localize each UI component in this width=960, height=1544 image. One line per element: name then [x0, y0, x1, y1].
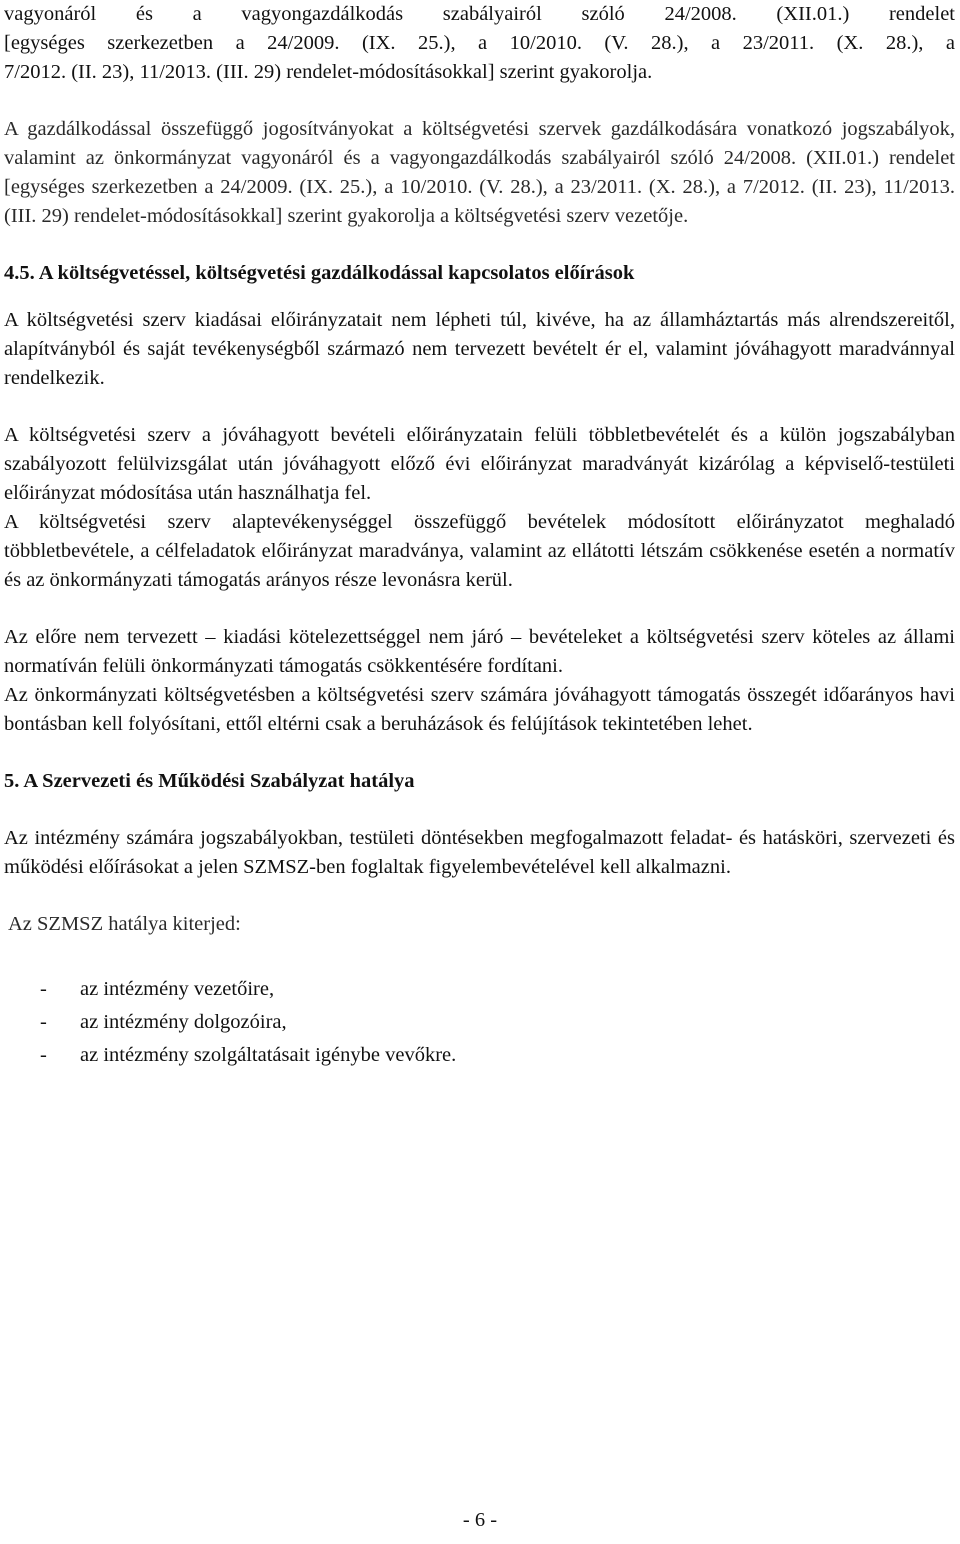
- paragraph-elore-nem-tervezett: Az előre nem tervezett – kiadási kötelezettséggel nem járó – bevételeket a költségvetési szerv köteles az állami normatíván felüli önkormányzati támogatás csökkentésére fordítani.: [4, 626, 955, 677]
- paragraph-intro-line-2: [egységes szerkezetben a 24/2009. (IX. 25.), a 10/2010. (V. 28.), a 23/2011. (X. 28.), a: [4, 32, 955, 54]
- paragraph-gazdalkodas-jogositvanyok: A gazdálkodással összefüggő jogosítványokat a költségvetési szervek gazdálkodására vonatkozó jogszabályok, valamint az önkormányzat vagyonáról és a vagyongazdálkodás szabályairól szóló 24/2008. (XII.01.) rendelet [egységes szerkezetben a 24/2009. (IX. 25.), a 10/2010. (V. 28.), a 23/2011. (X. 28.), a 7/2012. (II. 23), 11/2013. (III. 29) rendelet-módosításokkal] szerint gyakorolja a költségvetési szerv vezetője.: [4, 118, 955, 227]
- list-item: [4, 1006, 955, 1039]
- paragraph-szmsz-hataly: Az SZMSZ hatálya kiterjed:: [8, 913, 241, 935]
- section-heading-4-5: 4.5. A költségvetéssel, költségvetési gazdálkodással kapcsolatos előírások: [4, 262, 635, 284]
- paragraph-tobbletbevetel: A költségvetési szerv a jóváhagyott bevételi előirányzatain felüli többletbevételét és a külön jogszabályban szabályozott felülvizsgálat után jóváhagyott előző évi előirányzat maradványát kizárólag a képviselő-testületi előirányzat módosítása után használhatja fel.: [4, 424, 955, 504]
- list-item: [4, 1039, 955, 1072]
- paragraph-intro-line-3: 7/2012. (II. 23), 11/2013. (III. 29) rendelet-módosításokkal] szerint gyakorolja.: [4, 61, 653, 83]
- list-item-text: az intézmény vezetőire,: [80, 978, 275, 1000]
- scope-list: [4, 973, 955, 1072]
- paragraph-tamogatas-folyositas: Az önkormányzati költségvetésben a költségvetési szerv számára jóváhagyott támogatás összegét időarányos havi bontásban kell folyósítani, ettől eltérni csak a beruházások és felújítások tekintetében lehet.: [4, 684, 955, 735]
- list-bullet: -: [40, 1011, 47, 1033]
- list-bullet: -: [40, 978, 47, 1000]
- paragraph-kiadasi-eloiranyzatok: A költségvetési szerv kiadásai előirányzatait nem lépheti túl, kivéve, ha az államháztartás más alrendszereitől, alapítványból és saját tevékenységből származó nem tervezett bevételt ér el, valamint jóváhagyott maradvánnyal rendelkezik.: [4, 309, 955, 389]
- document-body: [4, 0, 955, 1072]
- paragraph-szmsz-alkalmazas: Az intézmény számára jogszabályokban, testületi döntésekben megfogalmazott feladat- és hatásköri, szervezeti és működési előírásokat a jelen SZMSZ-ben foglaltak figyelembevételével kell alkalmazni.: [4, 827, 955, 878]
- paragraph-alaptevekenyseg: A költségvetési szerv alaptevékenységgel összefüggő bevételek módosított előirányzatot meghaladó többletbevétele, a célfeladatok előirányzat maradványa, valamint az ellátotti létszám csökkenése esetén a normatív és az önkormányzati támogatás arányos része levonásra kerül.: [4, 511, 955, 591]
- list-bullet: -: [40, 1044, 47, 1066]
- section-heading-5: 5. A Szervezeti és Működési Szabályzat hatálya: [4, 770, 415, 792]
- list-item-text: az intézmény dolgozóira,: [80, 1011, 287, 1033]
- paragraph-intro-line-1: vagyonáról és a vagyongazdálkodás szabályairól szóló 24/2008. (XII.01.) rendelet: [4, 3, 955, 25]
- list-item-text: az intézmény szolgáltatásait igénybe vevőkre.: [80, 1044, 457, 1066]
- page-number: - 6 -: [462, 1509, 498, 1531]
- list-item: [4, 973, 955, 1006]
